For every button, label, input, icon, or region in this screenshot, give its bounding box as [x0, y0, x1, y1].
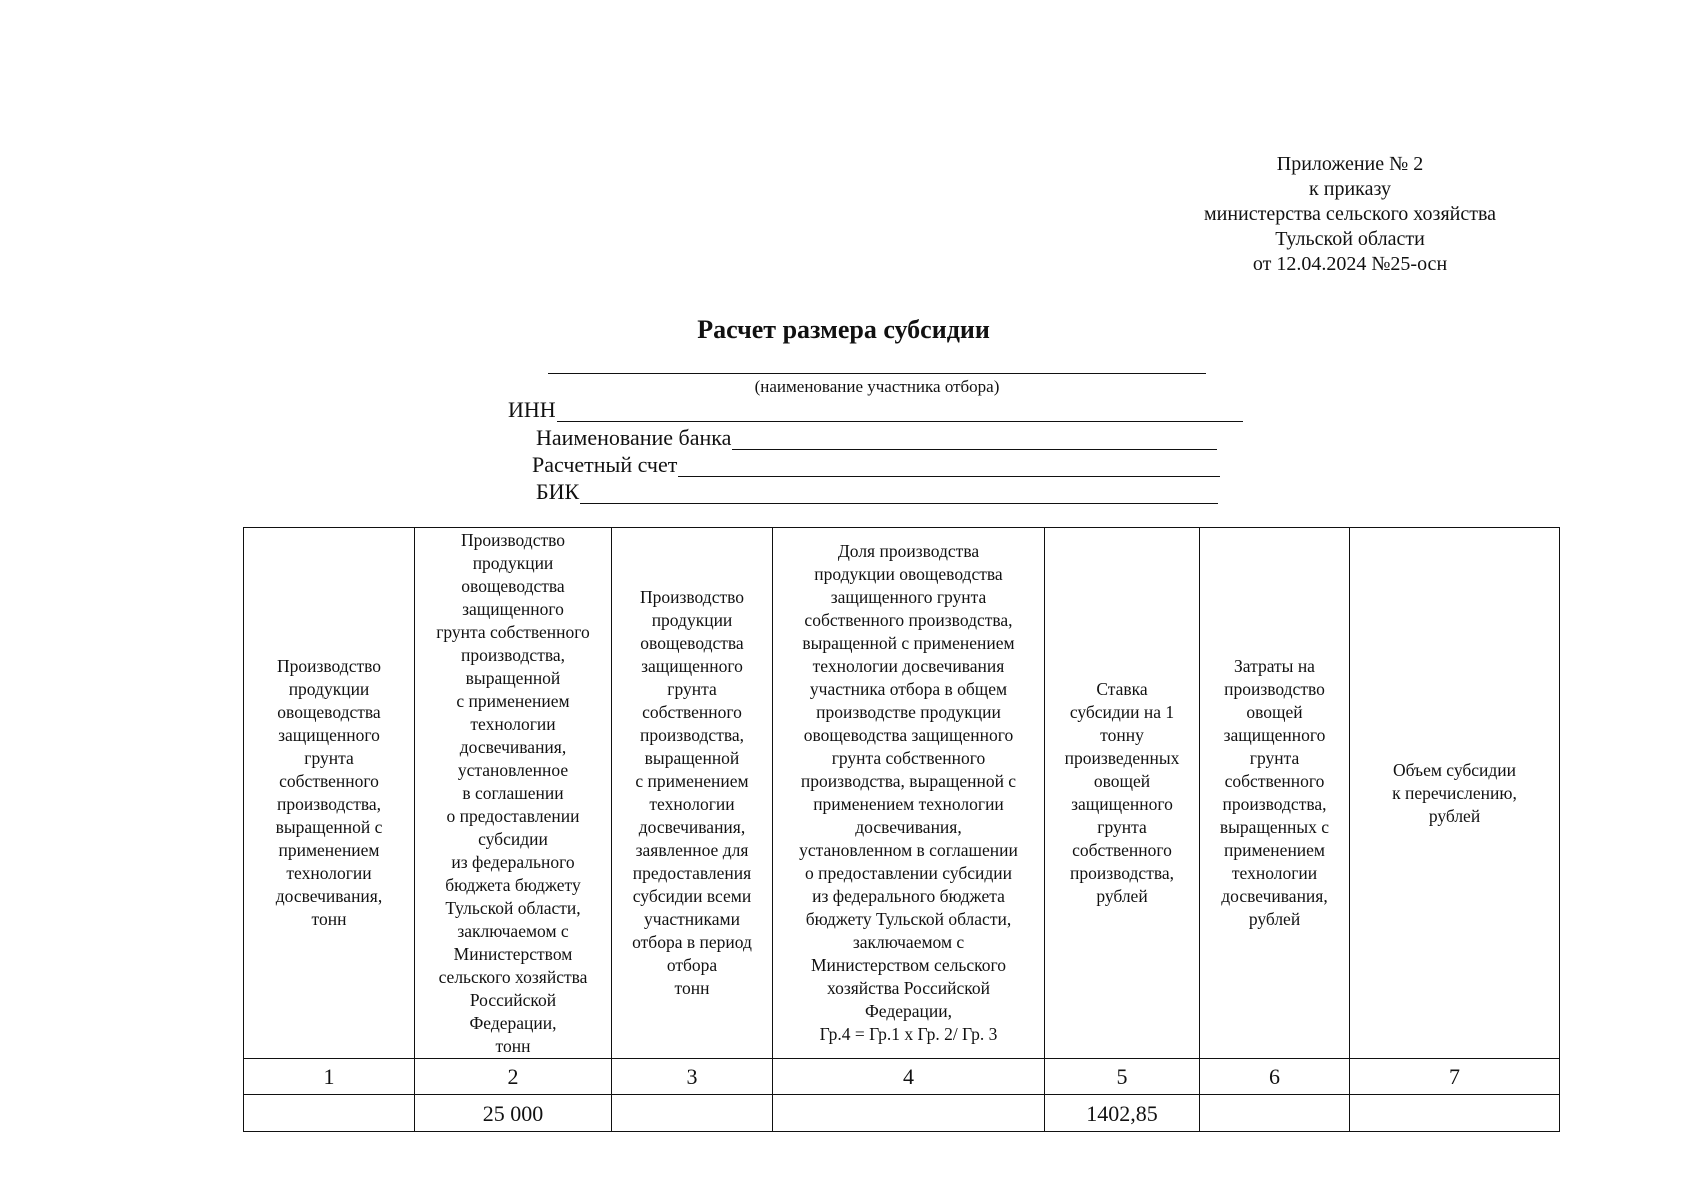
appendix-line: Тульской области	[1275, 228, 1425, 250]
account-blank-line	[678, 457, 1220, 477]
bik-blank-line	[580, 484, 1218, 504]
column-number-cell: 6	[1200, 1059, 1350, 1095]
appendix-block	[1180, 152, 1520, 277]
header-cell-production: Производство продукции овощеводства защищенного грунта собственного производства, выращенной с применением технологии досвечивания, тонн	[244, 528, 415, 1059]
value-cell: 1402,85	[1045, 1095, 1200, 1132]
bank-blank-line	[732, 430, 1217, 450]
header-cell-costs: Затраты на производство овощей защищенного грунта собственного производства, выращенных с применением технологии досвечивания, рублей	[1200, 528, 1350, 1059]
column-number-cell: 2	[415, 1059, 612, 1095]
header-cell-subsidy-amount: Объем субсидии к перечислению, рублей	[1350, 528, 1560, 1059]
value-cell	[1350, 1095, 1560, 1132]
document-title: Расчет размера субсидии	[697, 315, 990, 344]
bik-label: БИК	[536, 479, 580, 504]
value-cell	[244, 1095, 415, 1132]
value-cell	[612, 1095, 773, 1132]
bank-label: Наименование банка	[536, 425, 732, 450]
table-row	[244, 1095, 1560, 1132]
header-cell-production-share: Доля производства продукции овощеводства защищенного грунта собственного производства, выращенной с применением технологии досвечивания участника отбора в общем производстве продукции овощеводства защищенного грунта собственного производства, выращенной с применением технологии досвечивания, установленном в соглашении о предоставлении субсидии из федерального бюджета бюджету Тульской области, заключаемом с Министерством сельского хозяйства Российской Федерации, Гр.4 = Гр.1 х Гр. 2/ Гр. 3	[773, 528, 1045, 1059]
column-number-cell: 1	[244, 1059, 415, 1095]
value-cell	[773, 1095, 1045, 1132]
column-number-cell: 4	[773, 1059, 1045, 1095]
participant-name-line	[548, 373, 1206, 374]
header-cell-subsidy-rate: Ставка субсидии на 1 тонну произведенных овощей защищенного грунта собственного производства, рублей	[1045, 528, 1200, 1059]
appendix-line: Приложение № 2	[1276, 153, 1424, 175]
header-cell-agreement-production: Производство продукции овощеводства защищенного грунта собственного производства, выращенной с применением технологии досвечивания, установленное в соглашении о предоставлении субсидии из федерального бюджета бюджету Тульской области, заключаемом с Министерством сельского хозяйства Российской Федерации, тонн	[415, 528, 612, 1059]
inn-label: ИНН	[508, 397, 556, 422]
subsidy-calculation-table	[243, 527, 1560, 1132]
account-field	[532, 453, 1220, 477]
bik-field	[536, 480, 1218, 504]
bank-field	[536, 426, 1217, 450]
header-cell-declared-production: Производство продукции овощеводства защищенного грунта собственного производства, выращенной с применением технологии досвечивания, заявленное для предоставления субсидии всеми участниками отбора в период отбора тонн	[612, 528, 773, 1059]
participant-name-caption: (наименование участника отбора)	[754, 377, 1000, 396]
value-cell: 25 000	[415, 1095, 612, 1132]
appendix-line: от 12.04.2024 №25-осн	[1252, 253, 1448, 275]
appendix-line: министерства сельского хозяйства	[1203, 203, 1497, 225]
table-column-number-row	[244, 1059, 1560, 1095]
column-number-cell: 5	[1045, 1059, 1200, 1095]
inn-blank-line	[557, 402, 1243, 422]
value-cell	[1200, 1095, 1350, 1132]
table-header-row	[244, 528, 1560, 1059]
column-number-cell: 3	[612, 1059, 773, 1095]
account-label: Расчетный счет	[532, 452, 678, 477]
inn-field	[508, 398, 1243, 422]
column-number-cell: 7	[1350, 1059, 1560, 1095]
appendix-line: к приказу	[1309, 178, 1391, 200]
